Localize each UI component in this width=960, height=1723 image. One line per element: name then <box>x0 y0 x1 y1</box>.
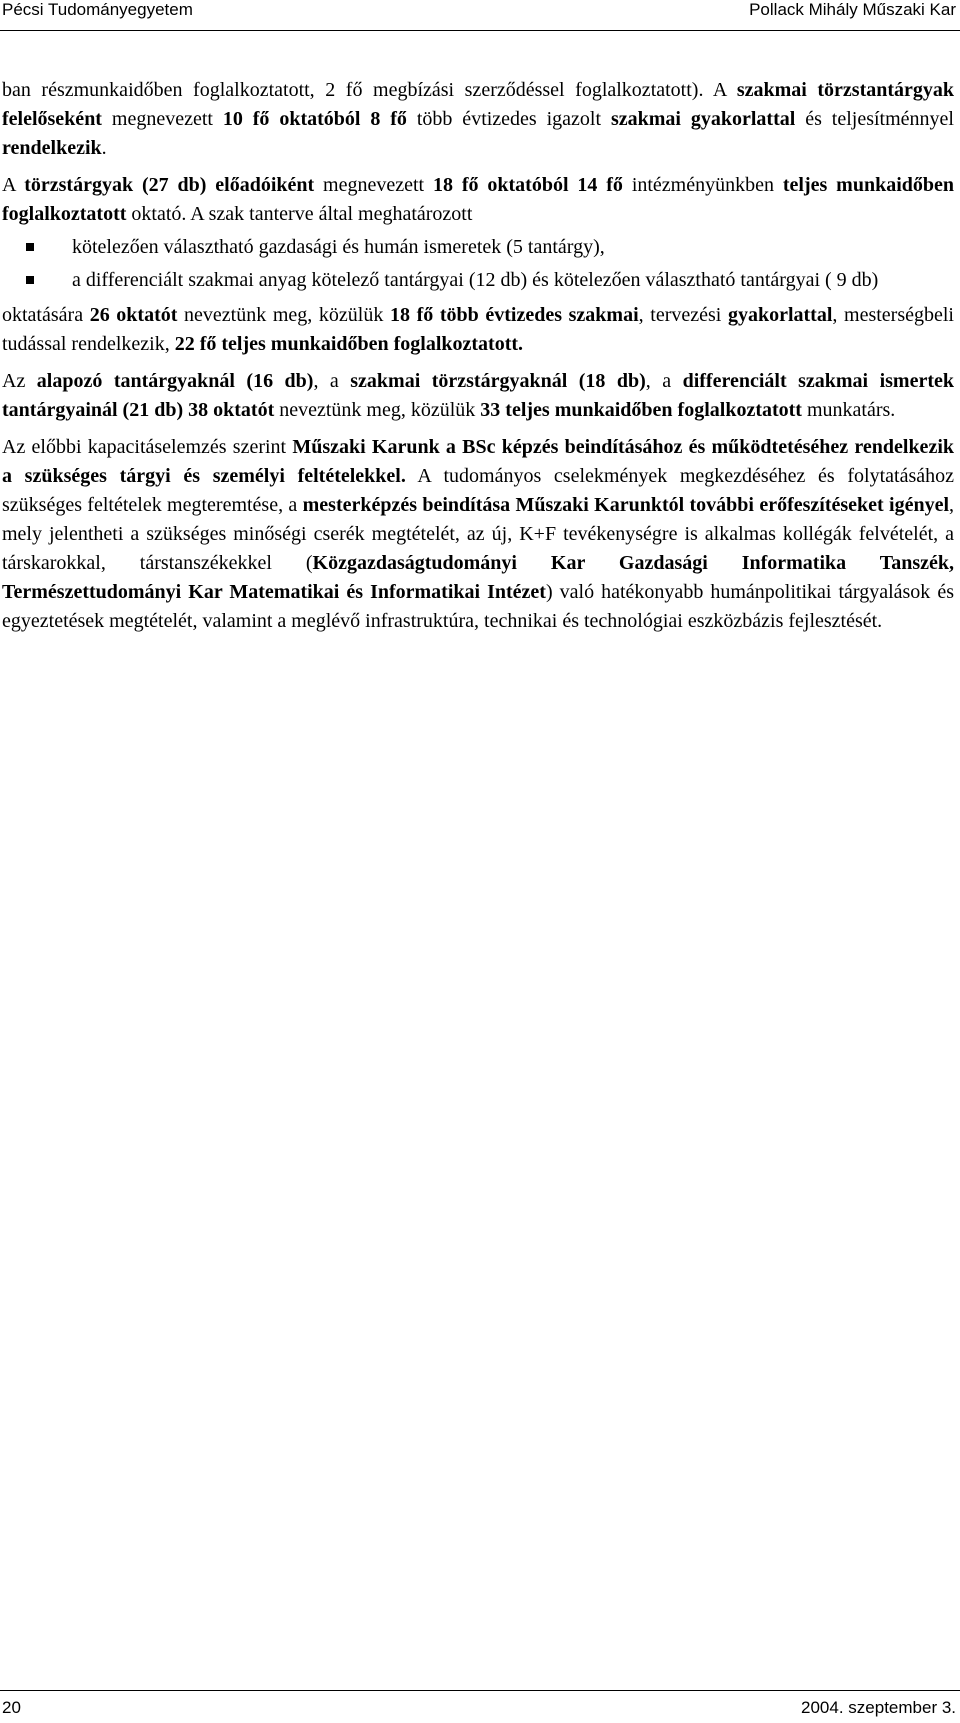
text-run: intézményünkben <box>622 174 783 196</box>
bold-run: 22 fő teljes munkaidőben foglalkoztatott. <box>174 333 524 355</box>
text-run: A tudományos cselekmények megkezdéséhez és folytatásához szükséges feltételek megteremtése, a <box>2 465 954 516</box>
bold-run: differenciált szakmai ismertek tantárgyainál (21 db) 38 oktatót <box>2 370 954 421</box>
bold-run: 18 fő oktatóból 14 fő <box>432 174 623 196</box>
bold-run: Műszaki Karunk a BSc képzés beindításához és működtetéséhez rendelkezik a szükséges tárgyi és személyi feltételekkel. <box>2 436 954 487</box>
bold-run: teljes munkaidőben foglalkoztatott <box>2 174 954 225</box>
bold-run: 33 teljes munkaidőben foglalkoztatott <box>480 399 802 421</box>
bold-run: 10 fő oktatóból 8 fő <box>222 108 407 130</box>
bullet-list <box>2 233 954 295</box>
list-item-text: kötelezően választható gazdasági és humán ismeretek (5 tantárgy), <box>72 236 605 258</box>
page-footer <box>0 1690 960 1723</box>
list-item <box>2 266 954 295</box>
text-run: oktató. A szak tanterve által meghatározott <box>126 203 473 225</box>
text-run: ban részmunkaidőben foglalkoztatott, 2 fő megbízási szerződéssel foglalkoztatott). A <box>2 79 737 101</box>
bold-run: gyakorlattal <box>727 304 833 326</box>
text-run: neveztünk meg, közülük <box>274 399 481 421</box>
text-run: Az <box>2 370 37 392</box>
bold-run: szakmai törzstárgyaknál (18 db) <box>350 370 646 392</box>
text-run: megnevezett <box>101 108 223 130</box>
paragraph-4 <box>2 367 954 425</box>
header-rule <box>0 30 960 31</box>
text-run: megnevezett <box>314 174 433 196</box>
bold-run: alapozó tantárgyaknál (16 db) <box>36 370 314 392</box>
footer-date: 2004. szeptember 3. <box>801 1698 956 1717</box>
text-run: , a <box>645 370 683 392</box>
text-run: , a <box>313 370 351 392</box>
square-bullet-icon <box>26 276 34 284</box>
text-run: , mely jelentheti a szükséges minőségi cserék megtételét, az új, K+F tevékenységre is alkalmas kollégák felvételét, a társkarokkal, társtanszékekkel ( <box>2 494 955 574</box>
bold-run: szakmai törzstantárgyak felelőseként <box>2 79 955 130</box>
header-institution: Pécsi Tudományegyetem <box>2 0 193 19</box>
text-run: munkatárs. <box>801 399 896 421</box>
text-run: , mesterségbeli tudással rendelkezik, <box>2 304 954 355</box>
page-number: 20 <box>2 1698 21 1717</box>
page-header <box>0 0 960 32</box>
text-run: . <box>101 137 107 159</box>
text-run: A <box>2 174 25 196</box>
paragraph-3 <box>2 301 954 359</box>
paragraph-2 <box>2 171 954 229</box>
text-run: oktatására <box>2 304 90 326</box>
text-run: ) való hatékonyabb humánpolitikai tárgyalások és egyeztetések megtételét, valamint a meglévő infrastruktúra, technikai és technológiai eszközbázis fejlesztését. <box>2 581 954 632</box>
text-run: és teljesítménnyel <box>795 108 954 130</box>
bold-run: rendelkezik <box>2 137 102 159</box>
list-item <box>2 233 954 262</box>
bold-run: szakmai gyakorlattal <box>610 108 796 130</box>
text-run: több évtizedes igazolt <box>406 108 611 130</box>
text-run: neveztünk meg, közülük <box>177 304 390 326</box>
bold-run: 26 oktatót <box>89 304 178 326</box>
document-body <box>2 76 954 644</box>
bold-run: 18 fő több évtizedes szakmai <box>389 304 639 326</box>
header-faculty: Pollack Mihály Műszaki Kar <box>749 0 956 19</box>
bold-run: mesterképzés beindítása Műszaki Karunktól további erőfeszítéseket igényel <box>302 494 950 516</box>
bold-run: törzstárgyak (27 db) előadóiként <box>24 174 315 196</box>
text-run: Az előbbi kapacitáselemzés szerint <box>2 436 293 458</box>
text-run: , tervezési <box>638 304 728 326</box>
list-item-text: a differenciált szakmai anyag kötelező tantárgyai (12 db) és kötelezően választható tantárgyai ( 9 db) <box>72 269 879 291</box>
footer-rule <box>0 1690 960 1691</box>
square-bullet-icon <box>26 243 34 251</box>
paragraph-1 <box>2 76 954 163</box>
paragraph-5 <box>2 433 954 636</box>
bold-run: Közgazdaságtudományi Kar Gazdasági Informatika Tanszék, Természettudományi Kar Matematikai és Informatikai Intézet <box>2 552 954 603</box>
